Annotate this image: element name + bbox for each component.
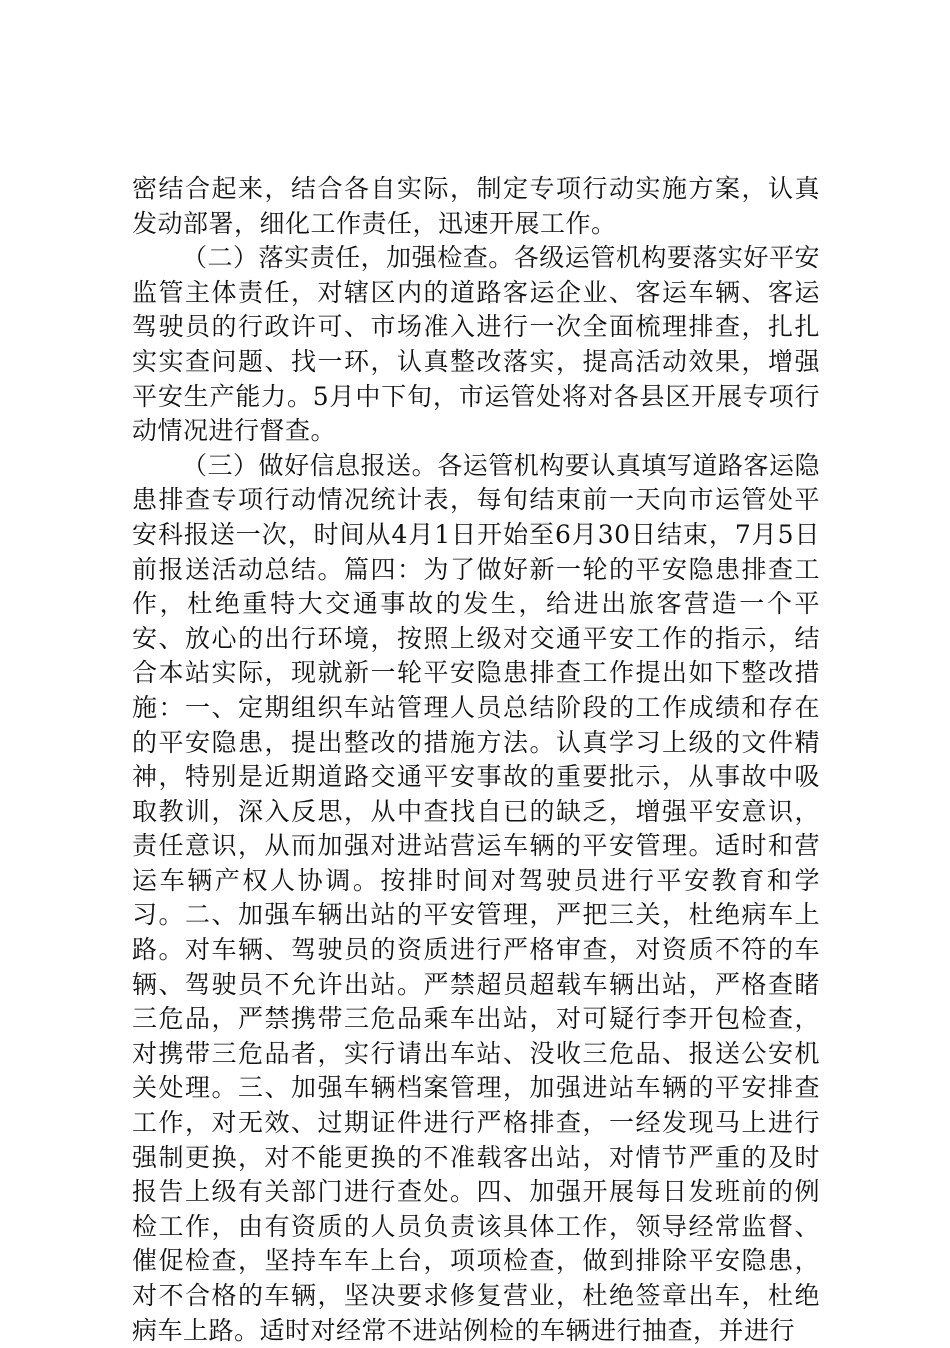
body-text [132,172,820,1348]
paragraph-section-2: （二）落实责任，加强检查。各级运管机构要落实好平安监管主体责任，对辖区内的道路客运企业、客运车辆、客运驾驶员的行政许可、市场准入进行一次全面梳理排查，扎扎实实查问题、找一环，认真整改落实，提高活动效果，增强平安生产能力。5月中下旬，市运管处将对各县区开展专项行动情况进行督查。 [132,243,820,446]
paragraph-section-3: （三）做好信息报送。各运管机构要认真填写道路客运隐患排查专项行动情况统计表，每旬结束前一天向市运管处平安科报送一次，时间从4月1日开始至6月30日结束，7月5日前报送活动总结。篇四：为了做好新一轮的平安隐患排查工作，杜绝重特大交通事故的发生，给进出旅客营造一个平安、放心的出行环境，按照上级对交通平安工作的指示，结合本站实际，现就新一轮平安隐患排查工作提出如下整改措施：一、定期组织车站管理人员总结阶段的工作成绩和存在的平安隐患，提出整改的措施方法。认真学习上级的文件精神，特别是近期道路交通平安事故的重要批示，从事故中吸取教训，深入反思，从中查找自已的缺乏，增强平安意识，责任意识，从而加强对进站营运车辆的平安管理。适时和营运车辆产权人协调。按排时间对驾驶员进行平安教育和学习。二、加强车辆出站的平安管理，严把三关，杜绝病车上路。对车辆、驾驶员的资质进行严格审查，对资质不符的车辆、驾驶员不允许出站。严禁超员超载车辆出站，严格查睹三危品，严禁携带三危品乘车出站，对可疑行李开包检查，对携带三危品者，实行请出车站、没收三危品、报送公安机关处理。三、加强车辆档案管理，加强进站车辆的平安排查工作，对无效、过期证件进行严格排查，一经发现马上进行强制更换，对不能更换的不准载客出站，对情节严重的及时报告上级有关部门进行查处。四、加强开展每日发班前的例检工作，由有资质的人员负责该具体工作，领导经常监督、催促检查，坚持车车上台，项项检查，做到排除平安隐患，对不合格的车辆，坚决要求修复营业，杜绝签章出车，杜绝病车上路。适时对经常不进站例检的车辆进行抽查，并进行 [132,450,820,1345]
paragraph-continuation: 密结合起来，结合各自实际，制定专项行动实施方案，认真发动部署，细化工作责任，迅速开展工作。 [132,174,820,238]
